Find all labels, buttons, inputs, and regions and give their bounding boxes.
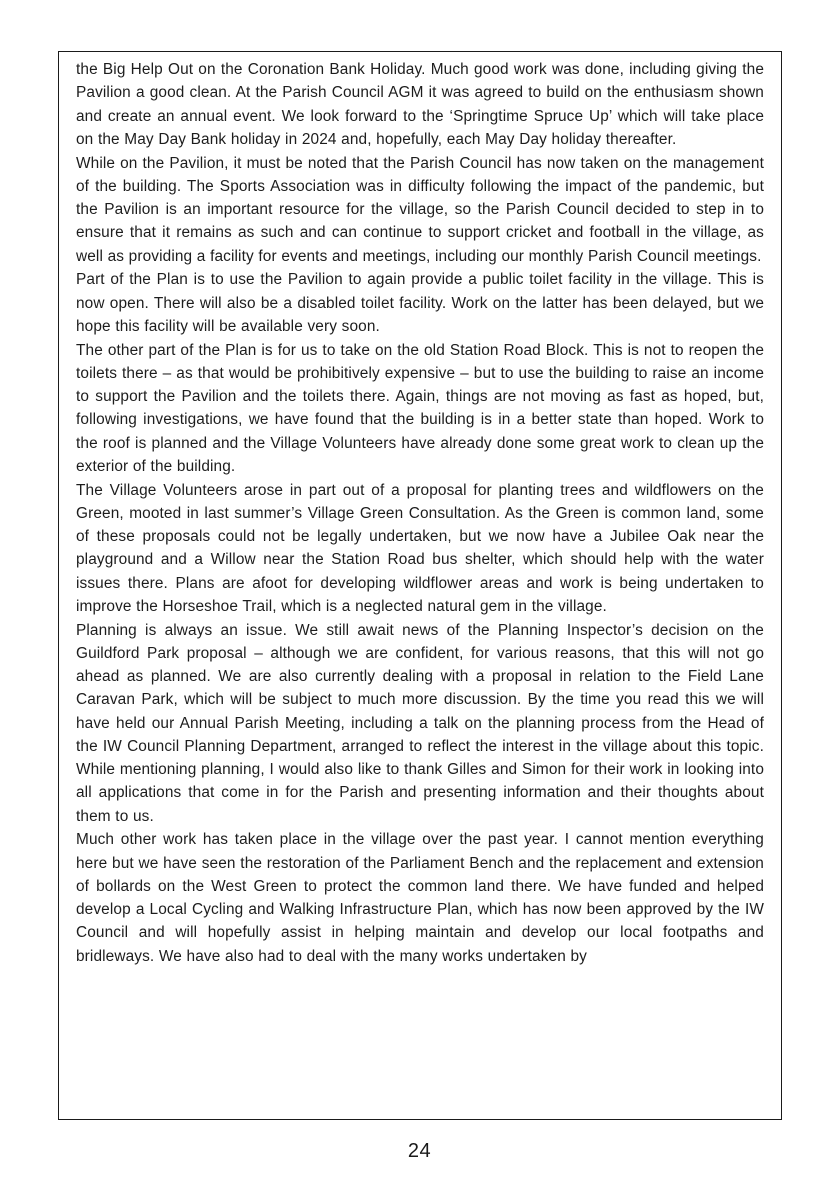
paragraph: Part of the Plan is to use the Pavilion to again provide a public toilet facility in the village. This is now open. There will also be a disabled toilet facility. Work on the latter has been delayed, but we hope this facility will be available very soon. <box>76 271 764 335</box>
paragraph: The Village Volunteers arose in part out of a proposal for planting trees and wildflowers on the Green, mooted in last summer’s Village Green Consultation. As the Green is common land, some of these proposals could not be legally undertaken, but we now have a Jubilee Oak near the playground and a Willow near the Station Road bus shelter, which should help with the water issues there. Plans are afoot for developing wildflower areas and work is being undertaken to improve the Horseshoe Trail, which is a neglected natural gem in the village. <box>76 481 764 615</box>
paragraph: While on the Pavilion, it must be noted that the Parish Council has now taken on the management of the building. The Sports Association was in difficulty following the impact of the pandemic, but the Pavilion is an important resource for the village, so the Parish Council decided to step in to ensure that it remains as such and can continue to support cricket and football in the village, as well as providing a facility for events and meetings, including our monthly Parish Council meetings. <box>76 154 764 265</box>
paragraph: Planning is always an issue. We still await news of the Planning Inspector’s decision on the Guildford Park proposal – although we are confident, for various reasons, that this will not go ahead as planned. We are also currently dealing with a proposal in relation to the Field Lane Caravan Park, which will be subject to much more discussion. By the time you read this we will have held our Annual Parish Meeting, including a talk on the planning process from the Head of the IW Council Planning Department, arranged to reflect the interest in the village about this topic. While mentioning planning, I would also like to thank Gilles and Simon for their work in looking into all applications that come in for the Parish and presenting information and their thoughts about them to us. <box>76 621 764 825</box>
body-text-column <box>76 58 764 968</box>
paragraph: the Big Help Out on the Coronation Bank Holiday. Much good work was done, including giving the Pavilion a good clean. At the Parish Council AGM it was agreed to build on the enthusiasm shown and create an annual event. We look forward to the ‘Springtime Spruce Up’ which will take place on the May Day Bank holiday in 2024 and, hopefully, each May Day holiday thereafter. <box>76 61 764 148</box>
page-number: 24 <box>407 1140 432 1162</box>
paragraph: The other part of the Plan is for us to take on the old Station Road Block. This is not to reopen the toilets there – as that would be prohibitively expensive – but to use the building to raise an income to support the Pavilion and the toilets there. Again, things are not moving as fast as hoped, but, following investigations, we have found that the building is in a better state than hoped. Work to the roof is planned and the Village Volunteers have already done some great work to clean up the exterior of the building. <box>76 341 764 475</box>
paragraph: Much other work has taken place in the village over the past year. I cannot mention everything here but we have seen the restoration of the Parliament Bench and the replacement and extension of bollards on the West Green to protect the common land there. We have funded and helped develop a Local Cycling and Walking Infrastructure Plan, which has now been approved by the IW Council and will hopefully assist in helping maintain and develop our local footpaths and bridleways. We have also had to deal with the many works undertaken by <box>76 831 764 965</box>
content-frame <box>58 51 782 1120</box>
